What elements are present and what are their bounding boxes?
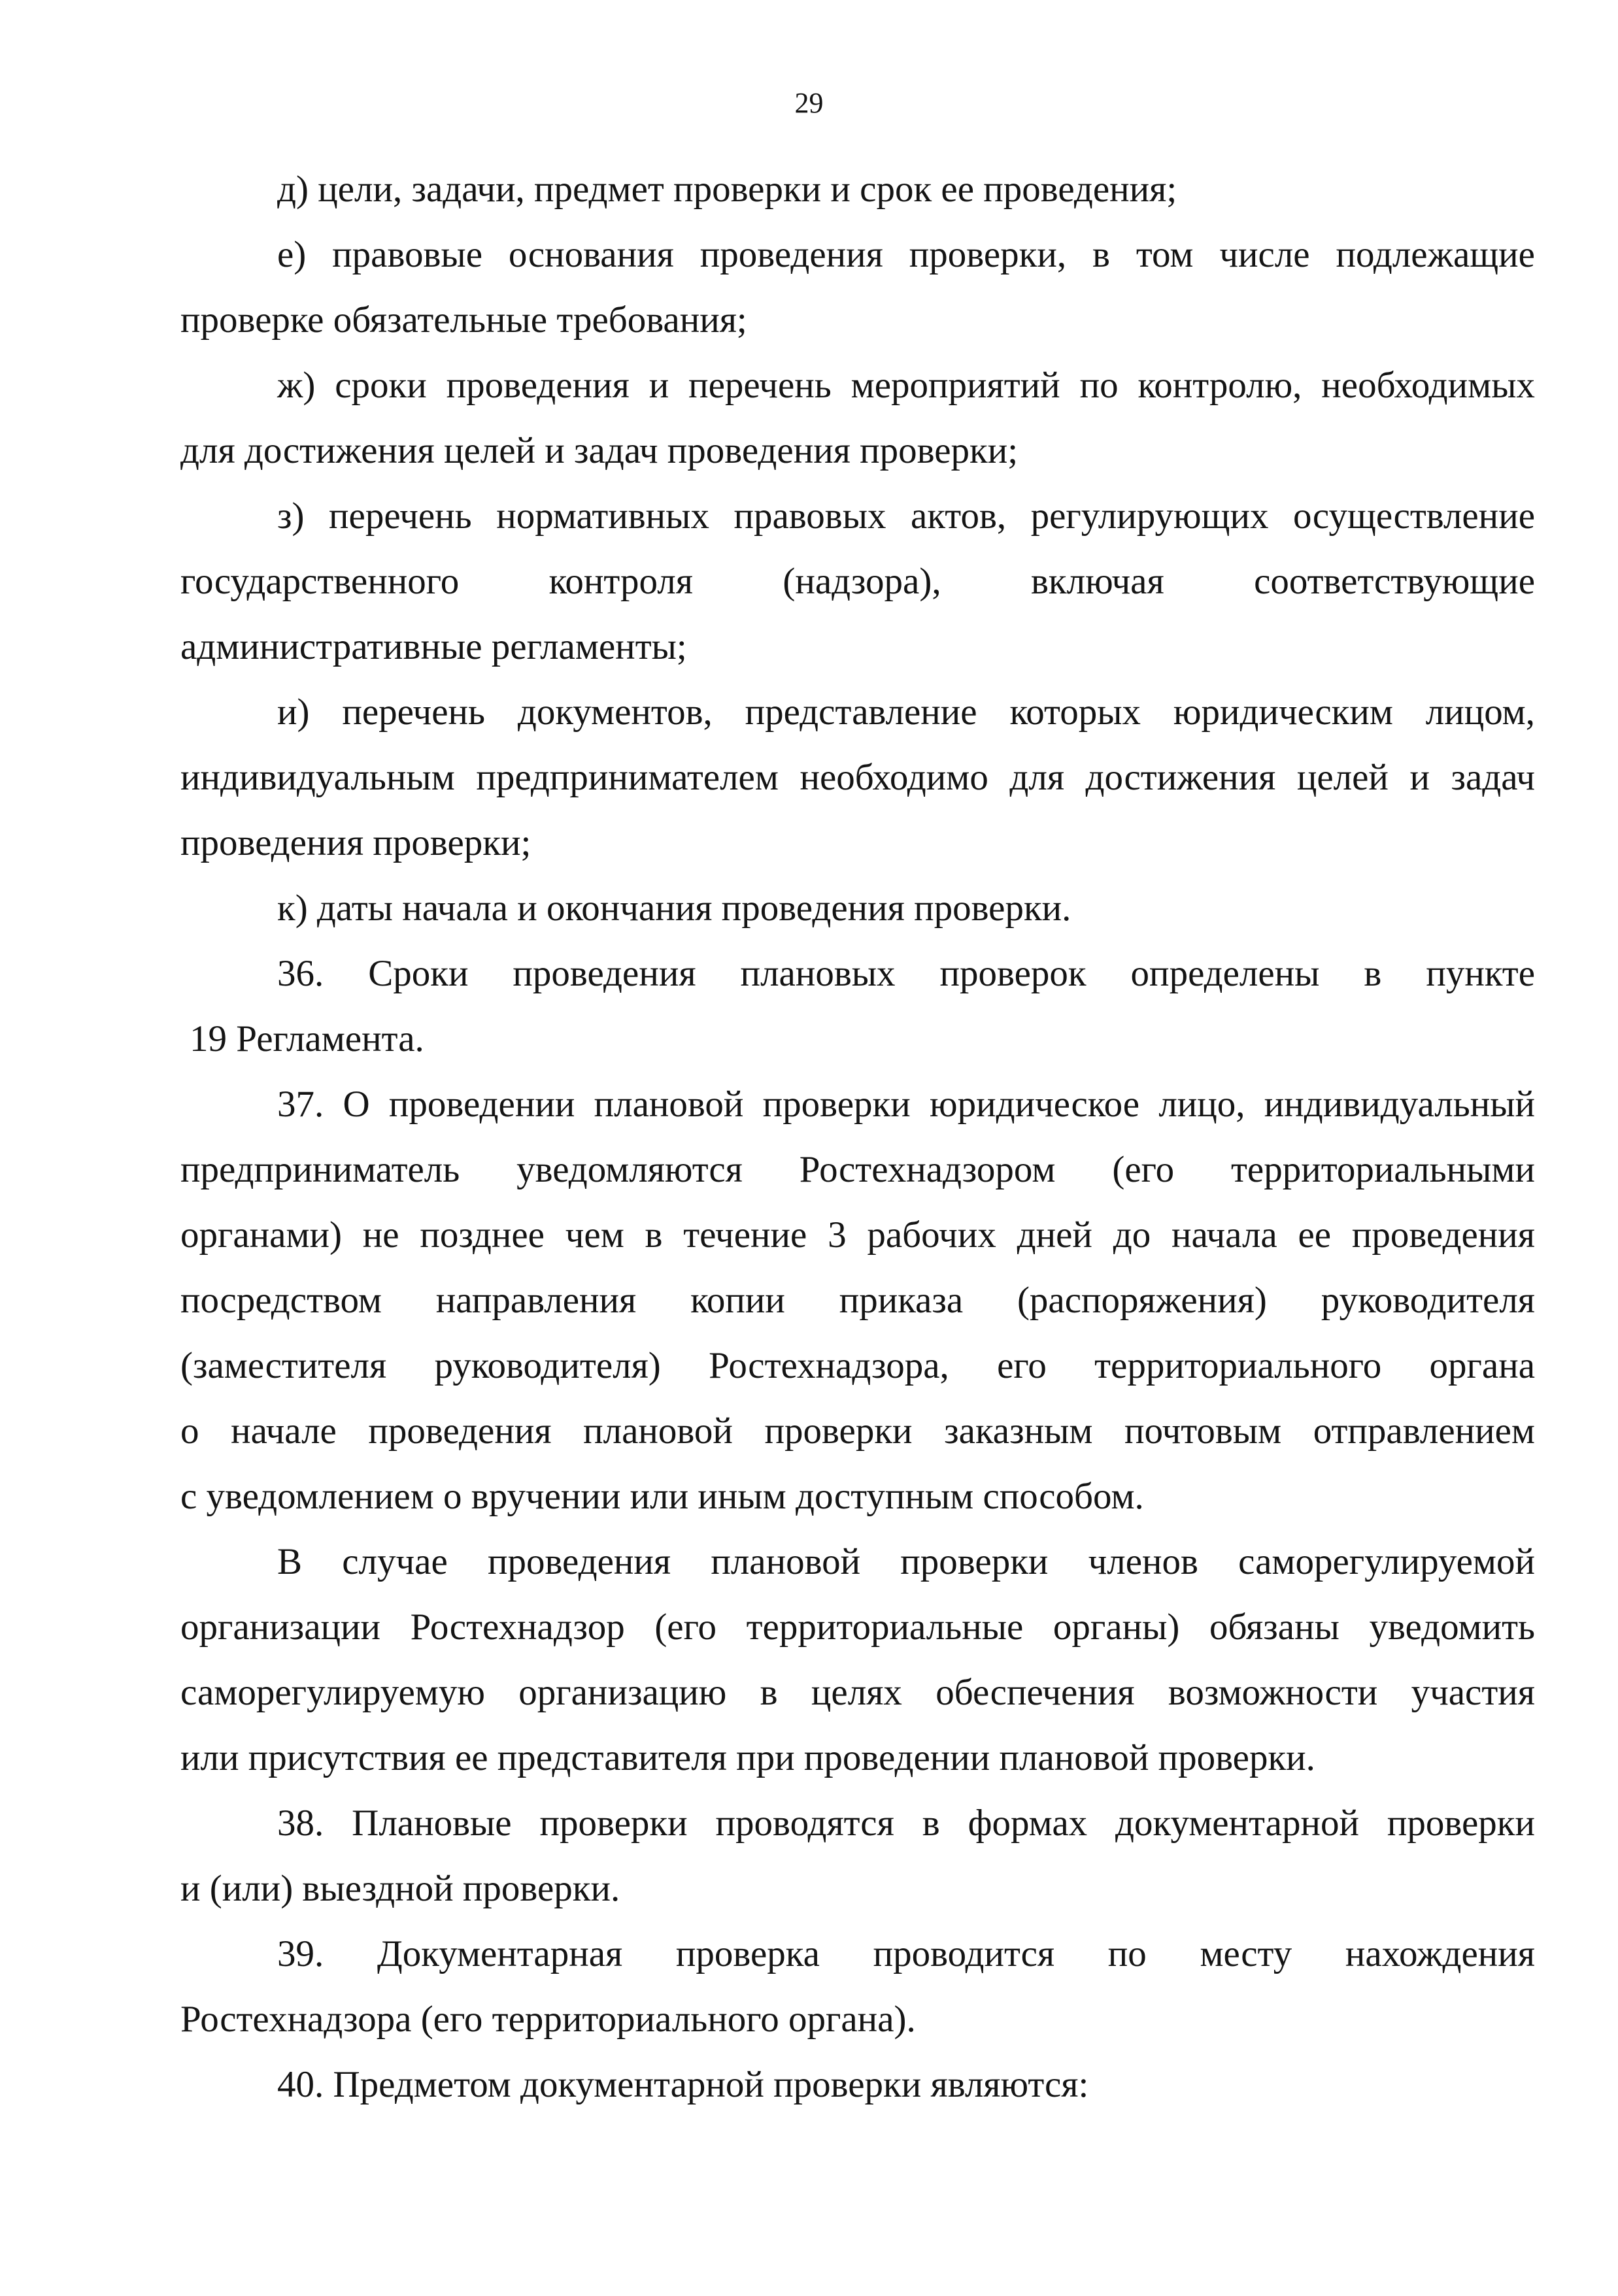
paragraph-z [180, 484, 1535, 680]
paragraph-i [180, 680, 1535, 876]
text-line: для достижения целей и задач проведения проверки; [180, 430, 1019, 471]
text-line: индивидуальным предпринимателем необходимо для достижения целей и задач [180, 757, 1535, 798]
text-line: и) перечень документов, представление которых юридическим лицом, [277, 691, 1535, 733]
paragraph-zh [180, 353, 1535, 484]
text-line: с уведомлением о вручении или иным доступным способом. [180, 1476, 1144, 1517]
text-line: д) цели, задачи, предмет проверки и срок ее проведения; [277, 169, 1177, 210]
text-line: 40. Предметом документарной проверки являются: [277, 2064, 1089, 2105]
paragraph-36 [180, 941, 1535, 1072]
text-line: административные регламенты; [180, 626, 687, 667]
document-body [180, 157, 1535, 2118]
text-line: ж) сроки проведения и перечень мероприятий по контролю, необходимых [277, 365, 1535, 406]
text-line: предприниматель уведомляются Ростехнадзором (его территориальными [180, 1149, 1535, 1190]
paragraph-d [180, 157, 1535, 222]
text-line: 39. Документарная проверка проводится по месту нахождения [277, 1933, 1535, 1974]
paragraph-37 [180, 1072, 1535, 1529]
text-line: организации Ростехнадзор (его территориальные органы) обязаны уведомить [180, 1606, 1535, 1648]
paragraph-37-continued [180, 1529, 1535, 1791]
text-line: 37. О проведении плановой проверки юридическое лицо, индивидуальный [277, 1084, 1535, 1125]
text-line: органами) не позднее чем в течение 3 рабочих дней до начала ее проведения [180, 1214, 1535, 1256]
text-line: (заместителя руководителя) Ростехнадзора, его территориального органа [180, 1345, 1535, 1386]
text-line: 19 Регламента. [190, 1018, 424, 1059]
text-line: саморегулируемую организацию в целях обеспечения возможности участия [180, 1672, 1535, 1713]
text-line: В случае проведения плановой проверки членов саморегулируемой [277, 1541, 1535, 1582]
paragraph-k [180, 876, 1535, 941]
text-line: 36. Сроки проведения плановых проверок определены в пункте [277, 953, 1535, 994]
text-line: к) даты начала и окончания проведения проверки. [277, 888, 1071, 929]
text-line: или присутствия ее представителя при проведении плановой проверки. [180, 1737, 1315, 1778]
text-line: государственного контроля (надзора), включая соответствующие [180, 561, 1535, 602]
text-line: о начале проведения плановой проверки заказным почтовым отправлением [180, 1410, 1535, 1452]
text-line: е) правовые основания проведения проверки, в том числе подлежащие [277, 234, 1535, 275]
paragraph-40 [180, 2052, 1535, 2118]
text-line: Ростехнадзора (его территориального органа). [180, 1999, 916, 2040]
page-number: 29 [794, 87, 824, 119]
paragraph-38 [180, 1791, 1535, 1922]
text-line: посредством направления копии приказа (распоряжения) руководителя [180, 1280, 1535, 1321]
text-line: и (или) выездной проверки. [180, 1868, 620, 1909]
text-line: з) перечень нормативных правовых актов, регулирующих осуществление [277, 495, 1535, 537]
paragraph-39 [180, 1922, 1535, 2052]
text-line: проведения проверки; [180, 822, 531, 863]
text-line: 38. Плановые проверки проводятся в формах документарной проверки [277, 1803, 1535, 1844]
text-line: проверке обязательные требования; [180, 299, 747, 341]
paragraph-e [180, 222, 1535, 353]
